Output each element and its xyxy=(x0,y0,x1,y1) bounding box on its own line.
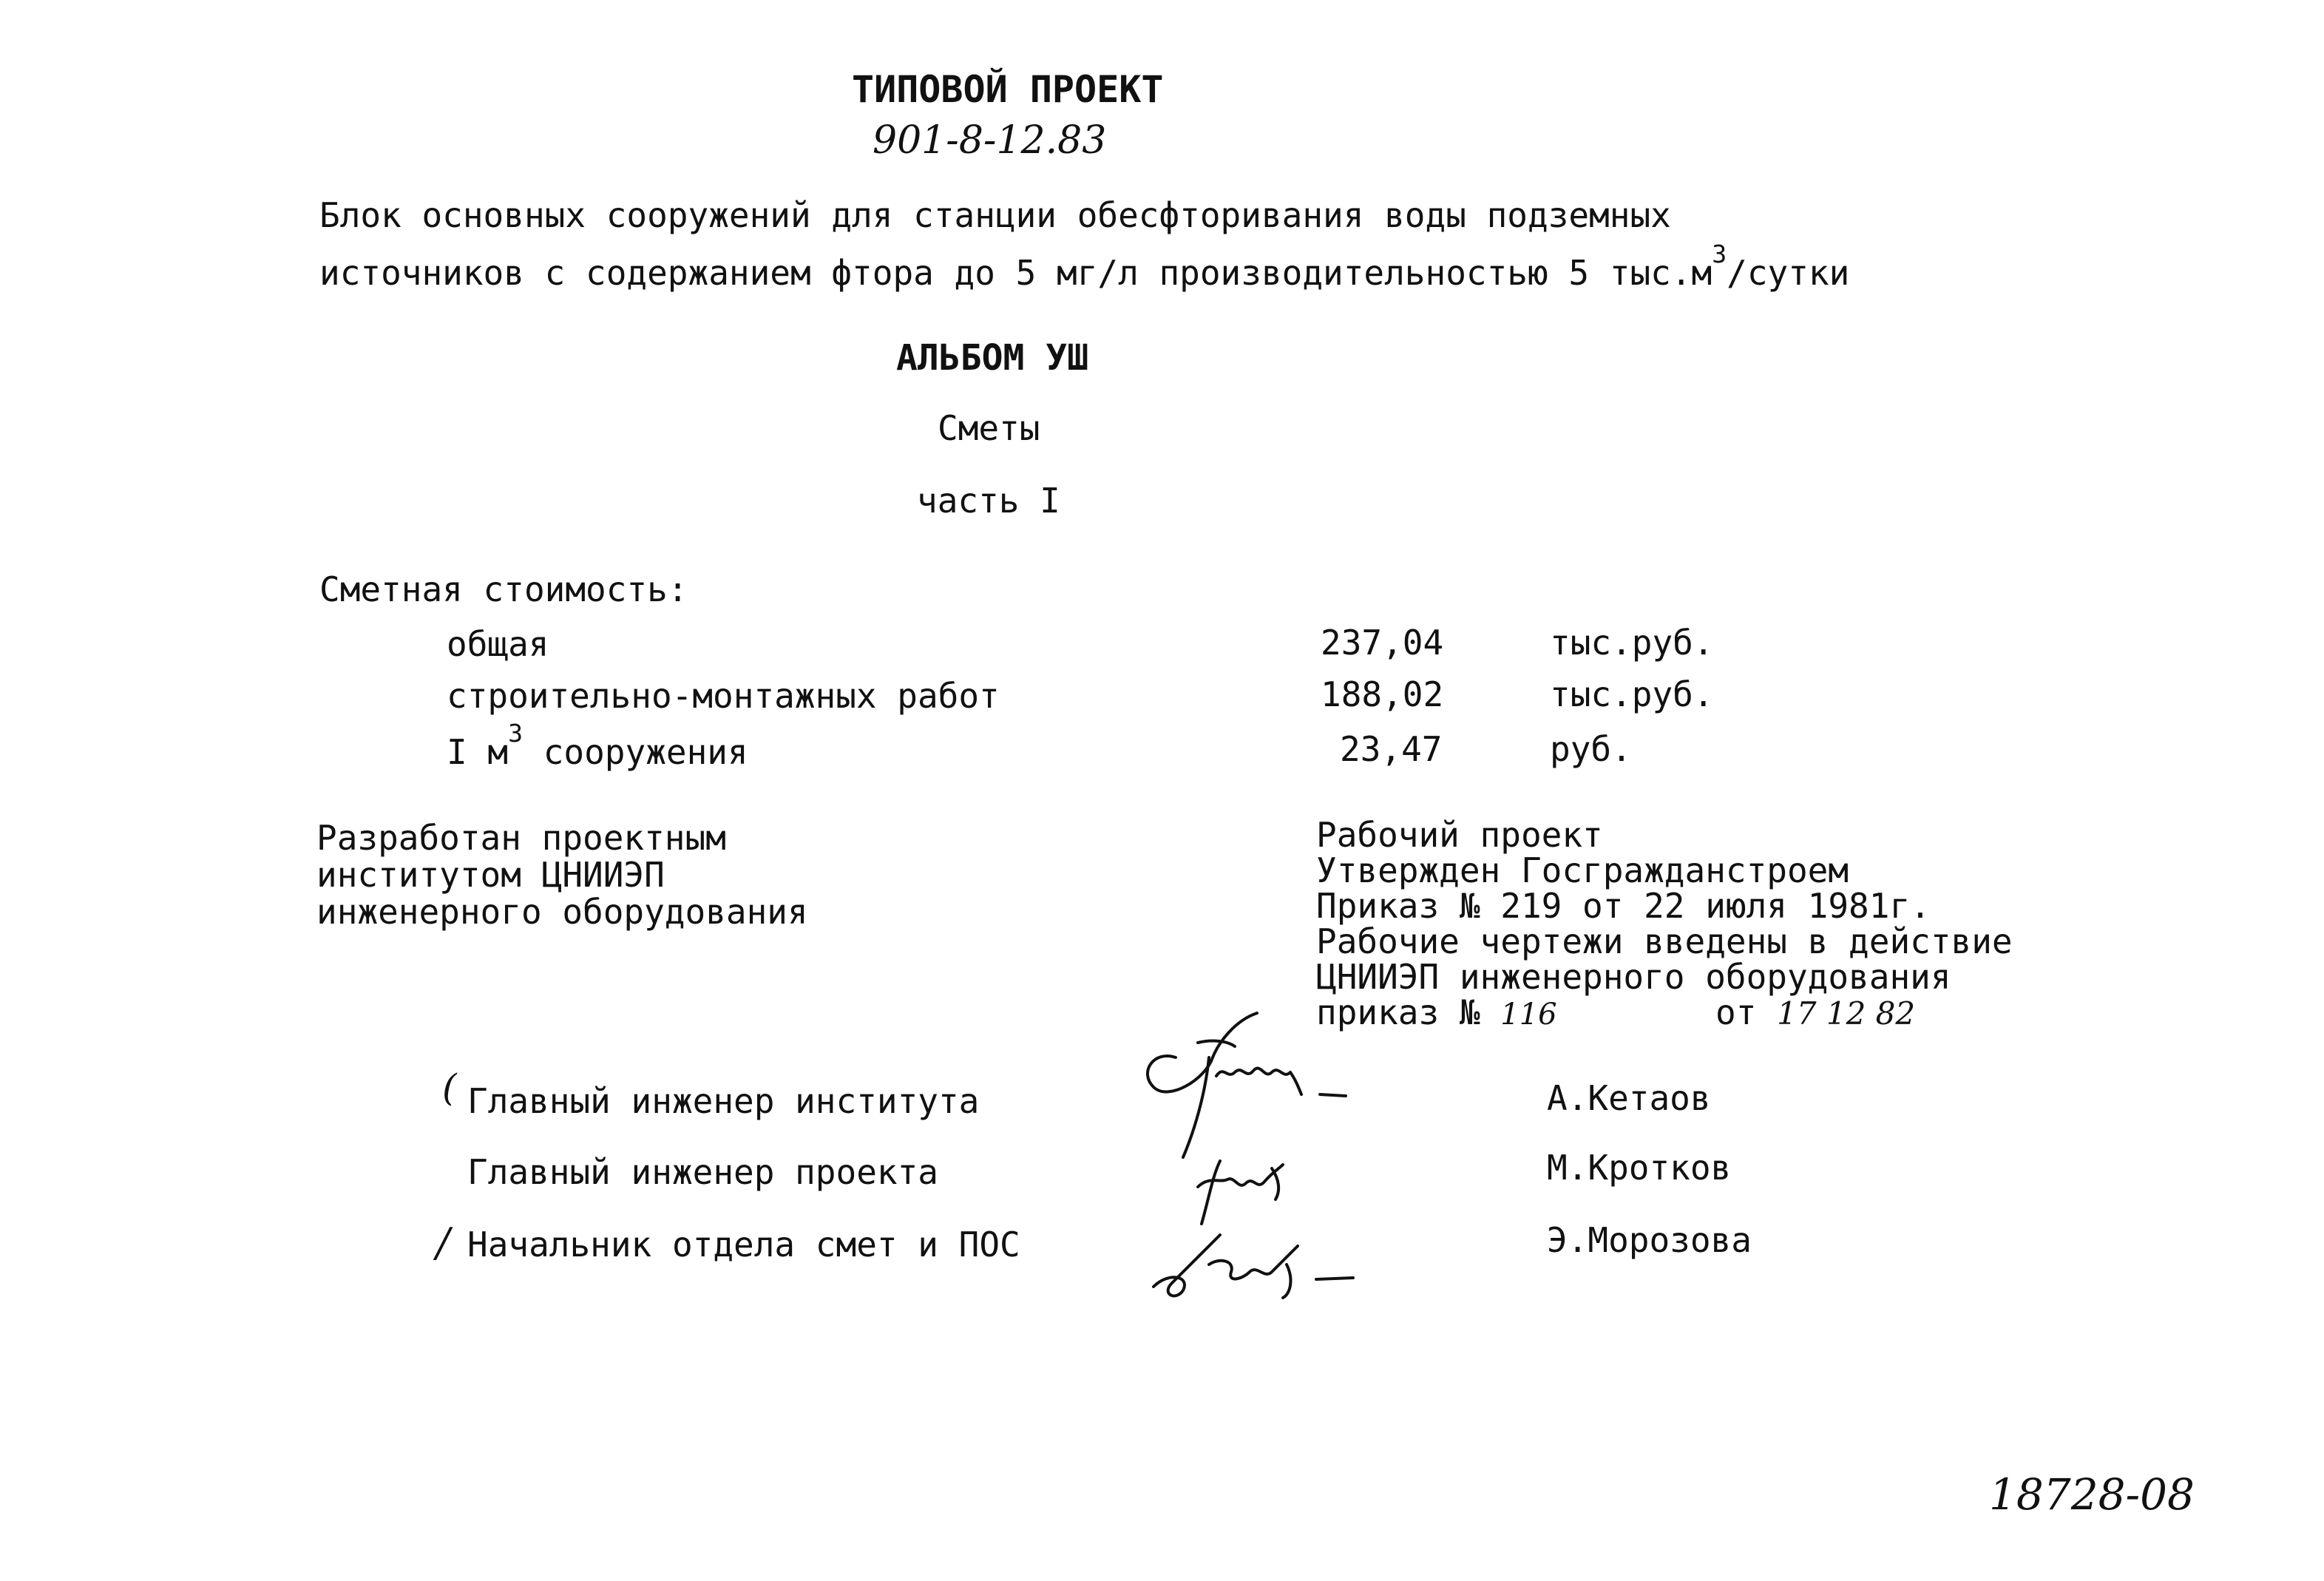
cost-heading: Сметная стоимость: xyxy=(319,569,688,609)
album-part: часть I xyxy=(917,481,1060,521)
signatory-title: Начальник отдела смет и ПОС xyxy=(467,1225,1020,1265)
archive-number: 18728-08 xyxy=(1989,1469,2195,1520)
developer-line: инженерного оборудования xyxy=(316,892,808,932)
approval-line: Рабочий проект xyxy=(1316,815,1603,855)
margin-mark: / xyxy=(436,1219,450,1266)
cost-row-unit: тыс.руб. xyxy=(1550,674,1714,714)
cost-row-value: 237,04 xyxy=(1321,623,1444,663)
album-name: Сметы xyxy=(938,408,1040,448)
cost-row-unit: тыс.руб. xyxy=(1550,623,1714,663)
developer-line: институтом ЦНИИЭП xyxy=(316,855,665,895)
cost-row-value: 188,02 xyxy=(1321,674,1444,714)
album-number: АЛЬБОМ УШ xyxy=(896,337,1089,379)
approval-order-line: приказ № 116 xyxy=(1316,992,1557,1032)
cost-row-value: 23,47 xyxy=(1340,729,1443,769)
series-title: ТИПОВОЙ ПРОЕКТ xyxy=(852,68,1164,111)
unit-power: 3 xyxy=(508,719,524,748)
approval-line: Утвержден Госгражданстроем xyxy=(1316,850,1849,890)
cost-row-label: строительно-монтажных работ xyxy=(447,676,1000,716)
signatory-title: Главный инженер проекта xyxy=(467,1152,938,1192)
signatory-title: Главный инженер института xyxy=(467,1081,980,1121)
signature-chief-engineer-institute xyxy=(1124,1006,1361,1168)
approval-line: Рабочие чертежи введены в действие xyxy=(1316,921,2013,961)
margin-mark: ( xyxy=(442,1066,457,1109)
cost-row-label: общая xyxy=(447,624,549,664)
signatory-name: М.Кротков xyxy=(1547,1148,1732,1188)
order-date: 17 12 82 xyxy=(1777,995,1916,1032)
signatory-name: Э.Морозова xyxy=(1547,1220,1752,1260)
signatory-name: А.Кетаов xyxy=(1547,1078,1711,1118)
signature-head-estimates-department xyxy=(1139,1220,1375,1301)
approval-line: Приказ № 219 от 22 июля 1981г. xyxy=(1316,886,1931,926)
cost-row-label: I $м^3$ сооружения xyxy=(447,719,748,772)
order-number: 116 xyxy=(1500,998,1557,1032)
developer-line: Разработан проектным xyxy=(316,818,726,858)
signature-chief-engineer-project xyxy=(1168,1146,1316,1228)
description-line-2: источников с содержанием фтора до 5 мг/л производительностью 5 $тыс.м^3$/сутки xyxy=(319,240,1850,293)
project-number: 901-8-12.83 xyxy=(873,118,1107,163)
description-line-1: Блок основных сооружений для станции обесфторивания воды подземных xyxy=(319,195,1671,235)
unit-power: 3 xyxy=(1712,240,1727,268)
approval-order-date: от 17 12 82 xyxy=(1715,992,1916,1032)
approval-line: ЦНИИЭП инженерного оборудования xyxy=(1316,957,1951,997)
cost-row-unit: руб. xyxy=(1550,729,1632,769)
